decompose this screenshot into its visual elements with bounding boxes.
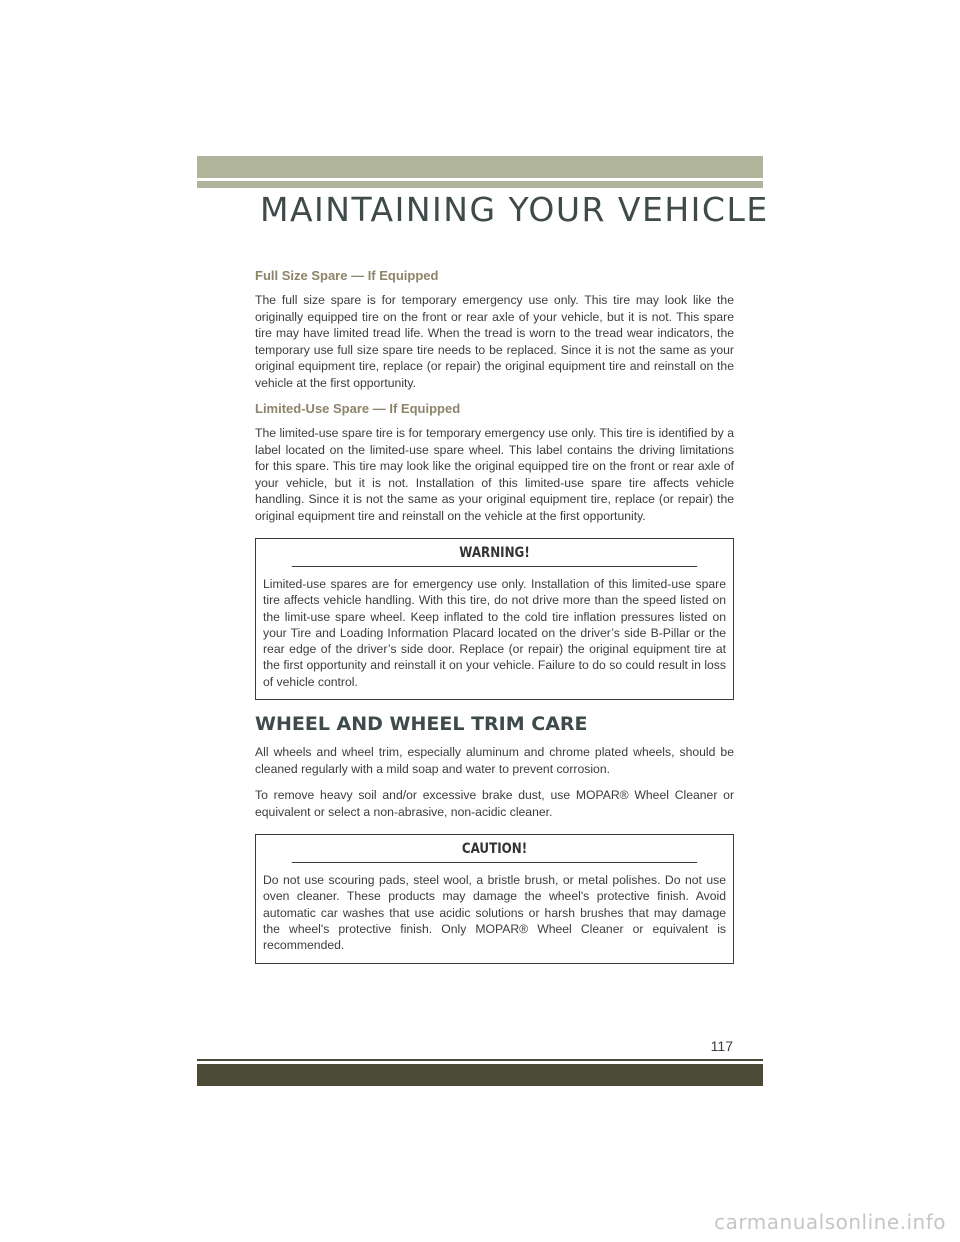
watermark: carmanualsonline.info (714, 1210, 946, 1234)
caution-box (255, 834, 734, 963)
section-title: MAINTAINING YOUR VEHICLE (260, 190, 769, 229)
footer-rule (197, 1059, 763, 1061)
caution-title: CAUTION! (292, 835, 697, 863)
header-band (197, 156, 763, 178)
header-rule (197, 181, 763, 188)
warning-text: Limited-use spares are for emergency use only. Installation of this limited-use spare tire affects vehicle handling. With this tire, do not drive more than the speed listed on the limit-use spare wheel. Keep inflated to the cold tire inflation pressures listed on your Tire and Loading Information Placard located on the driver’s side B-Pillar or the rear edge of the driver’s side door. Replace (or repair) the original equipment tire at the first opportunity and reinstall it on your vehicle. Failure to do so could result in loss of vehicle control. (263, 577, 726, 689)
warning-title: WARNING! (292, 539, 697, 567)
wheel-care-heading: WHEEL AND WHEEL TRIM CARE (255, 713, 588, 736)
full-size-spare-heading: Full Size Spare — If Equipped (255, 268, 439, 283)
page-content (255, 268, 734, 977)
limited-use-spare-heading: Limited-Use Spare — If Equipped (255, 401, 461, 416)
caution-text: Do not use scouring pads, steel wool, a bristle brush, or metal polishes. Do not use oven cleaner. These products may damage the wheel's protective finish. Avoid automatic car washes that use acidic solutions or harsh brushes that may damage the wheel's protective finish. Only MOPAR® Wheel Cleaner or equivalent is recommended. (263, 873, 726, 953)
limited-use-spare-paragraph: The limited-use spare tire is for temporary emergency use only. This tire is identified by a label located on the limited-use spare wheel. This label contains the driving limitations for this spare. This tire may look like the original equipped tire on the front or rear axle of your vehicle, but it is not. Installation of this limited-use spare tire affects vehicle handling. Since it is not the same as your original equipment tire, replace (or repair) the original equipment tire and reinstall on the vehicle at the first opportunity. (255, 426, 734, 523)
warning-box (255, 538, 734, 700)
wheel-care-paragraph-1: All wheels and wheel trim, especially aluminum and chrome plated wheels, should be cleaned regularly with a mild soap and water to prevent corrosion. (255, 745, 734, 776)
wheel-care-paragraph-2: To remove heavy soil and/or excessive brake dust, use MOPAR® Wheel Cleaner or equivalent or select a non-abrasive, non-acidic cleaner. (255, 788, 734, 819)
full-size-spare-paragraph: The full size spare is for temporary emergency use only. This tire may look like the originally equipped tire on the front or rear axle of your vehicle, but it is not. This spare tire may have limited tread life. When the tread is worn to the tread wear indicators, the temporary use full size spare tire needs to be replaced. Since it is not the same as your original equipment tire, replace (or repair) the original equipment tire and reinstall on the vehicle at the first opportunity. (255, 293, 734, 390)
footer-band (197, 1064, 763, 1086)
page-number: 117 (710, 1038, 733, 1054)
